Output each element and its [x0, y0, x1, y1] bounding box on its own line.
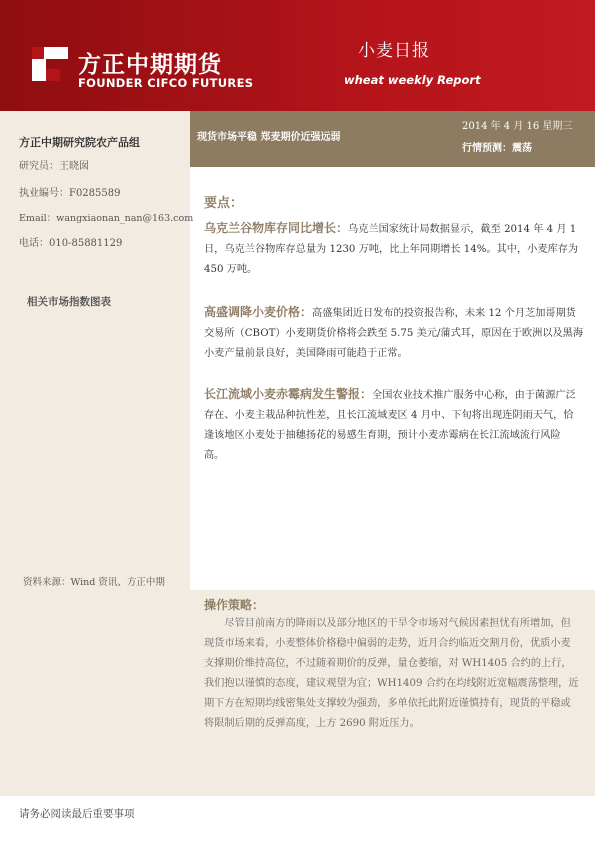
market-forecast: 行情预测：震荡	[462, 143, 532, 154]
disclaimer-notice: 请务必阅读最后重要事项	[19, 808, 135, 820]
point-goldman	[204, 302, 583, 364]
author-email: Email：wangxiaonan_nan@163.com	[19, 213, 194, 224]
point-scab-line2: 存在、小麦主栽品种抗性差，且长江流域麦区 4 月中、下旬将出现连阴雨天气，恰	[204, 410, 574, 421]
strategy-title: 操作策略：	[204, 598, 265, 612]
point-scab-line1: 全国农业技术推广服务中心称，由于菌源广泛	[372, 390, 576, 401]
point-ukraine-line1: 乌克兰国家统计局数据显示，截至 2014 年 4 月 1	[348, 224, 577, 235]
strategy-text: 尽管目前南方的降雨以及部分地区的干旱令市场对气候因素担忧有所增加，但现货市场来看，小麦整体价格稳中偏弱的走势，近月合约临近交割月份，优质小麦支撑期价维持高位，不过随着期价的反弹，量仓萎缩，对 WH1405 合约的上行，我们抱以谨慎的态度，建议观望为宜；WH1409 合约在均线附近宽幅震荡整理，近期下方在短期均线密集处支撑较为强劲，多单依托此附近谨慎持有，现货的平稳或将限制后期的反弹高度，上方 2690 附近压力。	[204, 618, 579, 729]
point-goldman-line1: 高盛集团近日发布的投资报告称，未来 12 个月芝加哥期货	[312, 308, 576, 319]
founder-logo-icon	[30, 45, 70, 85]
point-ukraine-lead: 乌克兰谷物库存同比增长：	[204, 221, 349, 235]
report-date: 2014 年 4 月 16 星期三	[462, 121, 573, 132]
company-logo	[30, 45, 70, 85]
point-scab-alert	[204, 384, 576, 466]
point-goldman-line3: 小麦产量前景良好，美国降雨可能趋于正常。	[204, 348, 408, 359]
report-title-en: wheat weekly Report	[344, 73, 481, 87]
market-summary: 现货市场平稳 郑麦期价近强远弱	[197, 132, 341, 143]
point-scab-lead: 长江流域小麦赤霉病发生警报：	[204, 387, 373, 401]
brand-name-en: FOUNDER CIFCO FUTURES	[78, 76, 254, 90]
license-number: 执业编号：F0285589	[19, 188, 121, 199]
researcher-name: 研究员：王晓囡	[19, 161, 89, 172]
data-source-note: 资料来源：Wind 资讯、方正中期	[23, 577, 165, 588]
footer-divider	[0, 796, 595, 797]
brand-name-cn: 方正中期期货	[78, 52, 222, 78]
point-ukraine	[204, 218, 578, 280]
point-ukraine-line2: 日，乌克兰谷物库存总量为 1230 万吨，比上年同期增长 14%。其中，小麦库存为	[204, 244, 579, 255]
point-scab-line3: 逢该地区小麦处于抽穗扬花的易感生育期，预计小麦赤霉病在长江流域流行风险	[204, 430, 561, 441]
related-charts-title: 相关市场指数图表	[27, 296, 111, 308]
key-points-title: 要点：	[204, 196, 244, 211]
author-phone: 电话：010-85881129	[19, 238, 123, 249]
research-org: 方正中期研究院农产品组	[19, 136, 140, 149]
report-title-cn: 小麦日报	[358, 41, 430, 61]
point-goldman-line2: 交易所（CBOT）小麦期货价格将会跌至 5.75 美元/蒲式耳，原因在于欧洲以及黑海	[204, 328, 584, 339]
point-scab-line4: 高。	[204, 450, 225, 461]
point-ukraine-line3: 450 万吨。	[204, 264, 258, 275]
point-goldman-lead: 高盛调降小麦价格：	[204, 305, 313, 319]
